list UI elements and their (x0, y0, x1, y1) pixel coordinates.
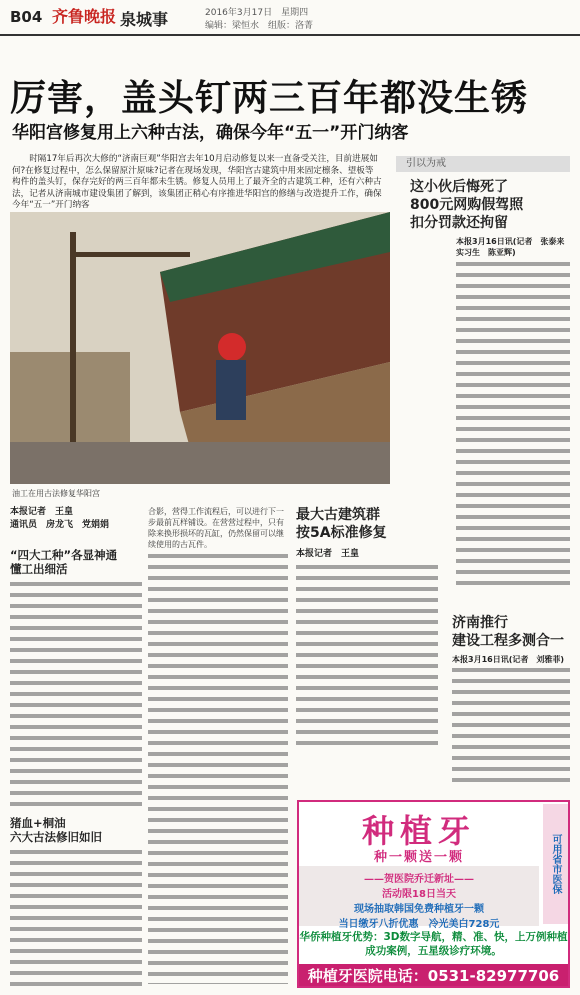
ad-line-2: 活动限18日当天 (382, 889, 456, 900)
right-story1-byline: 本报3月16日讯(记者 张泰来 实习生 陈亚辉) (456, 237, 573, 257)
reporter-byline: 本报记者 王皇 (10, 507, 74, 517)
article-text-block (452, 668, 570, 788)
correspondent-byline: 通讯员 房龙飞 党娟娟 (10, 520, 110, 530)
article-text: 合影，营得工作流程后，可以进行下一步最前瓦样铺设。在营营过程中，只有除来换形损坏的瓦缸，仍然保留可以继续使用的古瓦件。 (148, 507, 284, 549)
ad-subtitle: 种一颗送一颗 (373, 850, 464, 865)
right-story2-byline: 本报3月16日讯(记者 刘雅菲) (452, 655, 565, 664)
ad-phone[interactable]: 种植牙医院电话：0531-82977706 (299, 964, 568, 988)
column-label: 引以为戒 (396, 156, 570, 172)
section-heading-1: “四大工种”各显神通 懂工出细活 (10, 548, 118, 576)
ad-title: 种植牙 (361, 812, 476, 850)
article-text-block (10, 582, 142, 808)
ad-promo-band (299, 866, 539, 930)
page-meta (205, 7, 313, 33)
side-article (296, 506, 446, 745)
article-text-block (456, 262, 570, 592)
main-article-col2 (148, 506, 288, 984)
newspaper-logo: 齐鲁晚报 (52, 7, 117, 26)
page-number: B04 (10, 8, 43, 26)
headline: 厉害，盖头钉两三百年都没生锈 (10, 78, 529, 119)
lead-paragraph: 时隔17年后再次大修的“济南巨观”华阳宫去年10月启动修复以来一直备受关注，目前进展如何?在修复过程中，怎么保留原汁原味?记者在现场发现，华阳宫古建筑中用来固定檩条、望板等构件的盖头钉，保存完好的两三百年都未生锈。修复人员用上了最齐全的古建筑工种，还有六种古法，记者从济南城市建设集团了解到，该集团正稍心有序推进华阳宫的修缮与改造提升工作，确保今年“五一”开门纳客 (12, 154, 382, 210)
right-story1-title: 这小伙后悔死了 800元网购假驾照 扣分罚款还拘留 (410, 179, 524, 231)
right-story2-title: 济南推行 建设工程多测合一 (452, 615, 564, 649)
section-name: 泉城事 (120, 10, 169, 29)
section-heading-2: 猪血+桐油 六大古法修旧如旧 (10, 816, 102, 844)
editor-line: 编辑：梁恒水 组版：洛菁 (205, 21, 314, 31)
article-text-block (10, 850, 142, 990)
ad-line-4: 当日缴牙八折优惠 冷光美白728元 (338, 919, 500, 930)
page-header (0, 0, 580, 36)
date-line: 2016年3月17日 星期四 (205, 8, 309, 18)
article-text-block (148, 554, 288, 984)
side-article-title: 最大古建筑群 按5A标准修复 (296, 507, 387, 541)
article-text-block (296, 565, 438, 745)
ad-advantages: 华侨种植牙优势：3D数字导航，精、准、快，上万例种植成功案例，五星级诊疗环境。 (299, 931, 568, 957)
news-photo (10, 212, 390, 484)
ad-line-1: ——贺医院乔迁新址—— (364, 874, 474, 885)
photo-caption: 油工在用古法修复华阳宫 (12, 489, 100, 498)
ad-insurance-badge: 可用省市医保 (543, 804, 568, 924)
side-article-byline: 本报记者 王皇 (296, 549, 360, 559)
ad-line-3: 现场抽取韩国免费种植牙一颗 (354, 904, 484, 915)
dental-ad[interactable] (297, 800, 570, 988)
subheadline: 华阳宫修复用上六种古法，确保今年“五一”开门纳客 (12, 123, 409, 143)
photo-illustration (10, 212, 390, 484)
main-article-col1 (10, 506, 142, 990)
